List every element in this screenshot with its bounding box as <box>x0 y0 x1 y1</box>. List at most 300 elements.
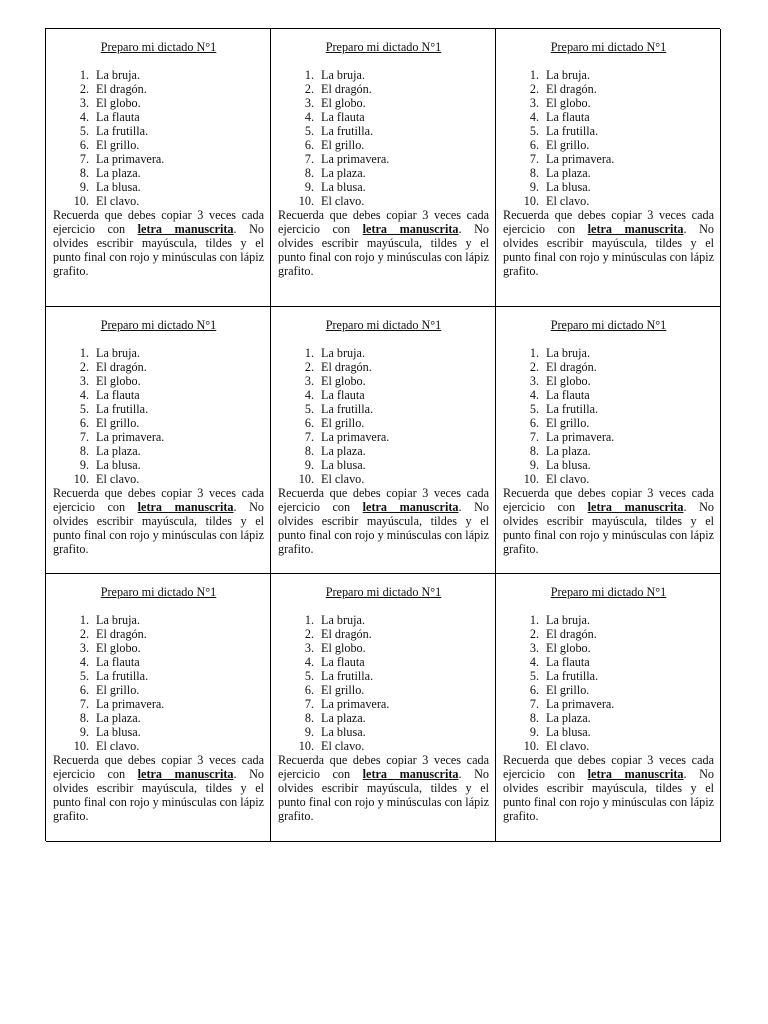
dictation-card <box>271 574 496 842</box>
instruction-note <box>278 208 489 278</box>
list-item <box>53 96 264 110</box>
item-number: 2. <box>79 82 89 96</box>
list-item <box>53 166 264 180</box>
instruction-text-start: Recuerda que debes copiar 3 veces cada ejercicio con <box>53 486 264 514</box>
item-number: 8. <box>79 444 89 458</box>
item-number: 1. <box>304 68 314 82</box>
list-item <box>53 472 264 486</box>
item-word: La blusa. <box>546 725 591 739</box>
instruction-emphasis: letra manuscrita <box>587 222 684 236</box>
instruction-note <box>503 753 714 823</box>
list-item <box>503 430 714 444</box>
card-title: Preparo mi dictado N°1 <box>325 40 442 54</box>
list-item <box>278 683 489 697</box>
item-word: La flauta <box>321 655 365 669</box>
list-item <box>503 683 714 697</box>
list-item <box>278 138 489 152</box>
instruction-note <box>278 486 489 556</box>
item-word: El clavo. <box>321 739 365 753</box>
item-word: La bruja. <box>546 68 590 82</box>
list-item <box>503 180 714 194</box>
item-number: 10. <box>523 472 539 486</box>
item-word: La bruja. <box>546 613 590 627</box>
item-word: El dragón. <box>546 360 597 374</box>
instruction-text-end: . No olvides escribir mayúscula, tildes y el punto final con rojo y minúsculas con lápiz grafito. <box>53 767 265 823</box>
instruction-text-end: . No olvides escribir mayúscula, tildes y el punto final con rojo y minúsculas con lápiz grafito. <box>278 500 490 556</box>
item-word: El grillo. <box>96 416 140 430</box>
list-item <box>278 68 489 82</box>
item-number: 9. <box>529 725 539 739</box>
item-word: El globo. <box>96 641 141 655</box>
item-word: El clavo. <box>546 194 590 208</box>
item-word: El dragón. <box>546 627 597 641</box>
item-word: La blusa. <box>96 458 141 472</box>
item-word: La frutilla. <box>96 402 149 416</box>
list-item <box>278 166 489 180</box>
list-item <box>503 402 714 416</box>
item-number: 1. <box>529 68 539 82</box>
list-item <box>53 374 264 388</box>
item-word: La flauta <box>321 110 365 124</box>
instruction-text-end: . No olvides escribir mayúscula, tildes y el punto final con rojo y minúsculas con lápiz grafito. <box>503 767 715 823</box>
item-word: La blusa. <box>546 180 591 194</box>
list-item <box>278 374 489 388</box>
item-word: El clavo. <box>546 472 590 486</box>
list-item <box>53 627 264 641</box>
item-number: 10. <box>298 194 314 208</box>
instruction-text-end: . No olvides escribir mayúscula, tildes y el punto final con rojo y minúsculas con lápiz grafito. <box>503 500 715 556</box>
card-title: Preparo mi dictado N°1 <box>550 585 667 599</box>
item-number: 5. <box>529 124 539 138</box>
list-item <box>278 641 489 655</box>
instruction-emphasis: letra manuscrita <box>137 500 234 514</box>
item-number: 7. <box>529 697 539 711</box>
list-item <box>53 669 264 683</box>
item-word: El dragón. <box>321 82 372 96</box>
list-item <box>278 360 489 374</box>
instruction-text-start: Recuerda que debes copiar 3 veces cada ejercicio con <box>503 208 714 236</box>
card-title: Preparo mi dictado N°1 <box>550 318 667 332</box>
item-word: El dragón. <box>96 627 147 641</box>
item-number: 6. <box>529 138 539 152</box>
instruction-note <box>503 208 714 278</box>
dictation-card <box>46 307 271 574</box>
instruction-text-end: . No olvides escribir mayúscula, tildes y el punto final con rojo y minúsculas con lápiz grafito. <box>503 222 715 278</box>
list-item <box>278 152 489 166</box>
card-title: Preparo mi dictado N°1 <box>325 318 442 332</box>
list-item <box>278 739 489 753</box>
list-item <box>278 430 489 444</box>
item-word: El globo. <box>546 374 591 388</box>
item-number: 7. <box>529 430 539 444</box>
item-word: El globo. <box>321 641 366 655</box>
item-word: La primavera. <box>546 697 615 711</box>
list-item <box>503 194 714 208</box>
item-number: 6. <box>79 683 89 697</box>
list-item <box>503 166 714 180</box>
list-item <box>503 82 714 96</box>
item-number: 4. <box>529 655 539 669</box>
item-word: El grillo. <box>546 683 590 697</box>
item-number: 8. <box>79 711 89 725</box>
item-number: 5. <box>529 669 539 683</box>
instruction-note <box>53 208 264 278</box>
item-word: El globo. <box>546 96 591 110</box>
list-item <box>503 711 714 725</box>
item-word: El dragón. <box>546 82 597 96</box>
list-item <box>53 388 264 402</box>
item-number: 6. <box>304 416 314 430</box>
dictation-sheet-grid <box>45 28 720 841</box>
dictation-card <box>271 29 496 307</box>
item-number: 10. <box>523 194 539 208</box>
item-number: 9. <box>529 458 539 472</box>
list-item <box>53 124 264 138</box>
instruction-text-start: Recuerda que debes copiar 3 veces cada ejercicio con <box>503 753 714 781</box>
item-word: El grillo. <box>546 416 590 430</box>
item-number: 7. <box>79 152 89 166</box>
list-item <box>503 697 714 711</box>
card-title: Preparo mi dictado N°1 <box>100 40 217 54</box>
item-word: El globo. <box>546 641 591 655</box>
item-number: 1. <box>79 613 89 627</box>
list-item <box>503 68 714 82</box>
item-word: La plaza. <box>96 444 141 458</box>
list-item <box>278 458 489 472</box>
item-word: La bruja. <box>546 346 590 360</box>
item-number: 9. <box>304 458 314 472</box>
item-word: El clavo. <box>321 194 365 208</box>
item-number: 10. <box>73 739 89 753</box>
item-word: El globo. <box>96 374 141 388</box>
item-number: 5. <box>304 402 314 416</box>
item-word: La primavera. <box>96 697 165 711</box>
instruction-emphasis: letra manuscrita <box>137 222 234 236</box>
word-list <box>53 346 264 486</box>
item-number: 6. <box>529 416 539 430</box>
instruction-text-end: . No olvides escribir mayúscula, tildes y el punto final con rojo y minúsculas con lápiz grafito. <box>53 222 265 278</box>
item-number: 5. <box>529 402 539 416</box>
item-word: La blusa. <box>321 725 366 739</box>
item-word: El grillo. <box>321 416 365 430</box>
item-word: La plaza. <box>546 166 591 180</box>
list-item <box>503 346 714 360</box>
item-number: 7. <box>304 152 314 166</box>
instruction-emphasis: letra manuscrita <box>137 767 234 781</box>
instruction-text-start: Recuerda que debes copiar 3 veces cada ejercicio con <box>53 753 264 781</box>
item-number: 6. <box>304 138 314 152</box>
list-item <box>53 430 264 444</box>
list-item <box>503 655 714 669</box>
list-item <box>503 374 714 388</box>
item-number: 3. <box>79 374 89 388</box>
item-word: El dragón. <box>321 627 372 641</box>
item-word: El clavo. <box>546 739 590 753</box>
item-number: 3. <box>529 641 539 655</box>
item-number: 8. <box>304 444 314 458</box>
list-item <box>503 416 714 430</box>
item-word: El clavo. <box>96 472 140 486</box>
item-word: El dragón. <box>96 82 147 96</box>
item-number: 4. <box>79 110 89 124</box>
item-word: La flauta <box>96 655 140 669</box>
list-item <box>53 444 264 458</box>
item-number: 4. <box>529 110 539 124</box>
list-item <box>53 110 264 124</box>
item-word: La bruja. <box>321 346 365 360</box>
item-word: El globo. <box>321 96 366 110</box>
instruction-emphasis: letra manuscrita <box>587 500 684 514</box>
item-number: 3. <box>529 96 539 110</box>
list-item <box>53 152 264 166</box>
item-word: La frutilla. <box>546 402 599 416</box>
item-word: La primavera. <box>321 152 390 166</box>
item-word: La primavera. <box>96 152 165 166</box>
item-word: La flauta <box>321 388 365 402</box>
card-title: Preparo mi dictado N°1 <box>100 318 217 332</box>
item-word: La bruja. <box>96 613 140 627</box>
item-word: La frutilla. <box>321 669 374 683</box>
list-item <box>53 697 264 711</box>
item-word: La bruja. <box>96 68 140 82</box>
item-word: La frutilla. <box>96 669 149 683</box>
list-item <box>278 346 489 360</box>
item-word: La flauta <box>96 388 140 402</box>
item-word: La frutilla. <box>321 124 374 138</box>
item-number: 4. <box>304 655 314 669</box>
item-number: 3. <box>79 641 89 655</box>
item-word: La plaza. <box>321 711 366 725</box>
item-number: 9. <box>79 180 89 194</box>
word-list <box>53 613 264 753</box>
item-word: El dragón. <box>321 360 372 374</box>
list-item <box>53 683 264 697</box>
dictation-card <box>46 574 271 842</box>
item-number: 4. <box>79 655 89 669</box>
list-item <box>503 444 714 458</box>
list-item <box>503 96 714 110</box>
list-item <box>503 388 714 402</box>
item-word: La frutilla. <box>96 124 149 138</box>
item-number: 10. <box>73 194 89 208</box>
item-word: La bruja. <box>321 613 365 627</box>
card-title: Preparo mi dictado N°1 <box>550 40 667 54</box>
list-item <box>278 416 489 430</box>
item-word: La plaza. <box>96 711 141 725</box>
list-item <box>278 96 489 110</box>
item-number: 8. <box>304 711 314 725</box>
list-item <box>53 458 264 472</box>
instruction-text-end: . No olvides escribir mayúscula, tildes y el punto final con rojo y minúsculas con lápiz grafito. <box>278 767 490 823</box>
instruction-note <box>53 486 264 556</box>
item-word: La plaza. <box>96 166 141 180</box>
item-number: 4. <box>304 110 314 124</box>
word-list <box>503 613 714 753</box>
item-number: 1. <box>529 613 539 627</box>
item-word: El grillo. <box>321 683 365 697</box>
item-number: 3. <box>79 96 89 110</box>
item-number: 7. <box>304 430 314 444</box>
item-number: 4. <box>529 388 539 402</box>
list-item <box>278 82 489 96</box>
list-item <box>278 725 489 739</box>
item-number: 5. <box>304 124 314 138</box>
dictation-card <box>496 29 721 307</box>
item-word: La blusa. <box>96 725 141 739</box>
dictation-card <box>496 307 721 574</box>
item-number: 1. <box>304 613 314 627</box>
item-number: 2. <box>529 82 539 96</box>
item-word: La blusa. <box>96 180 141 194</box>
item-number: 6. <box>529 683 539 697</box>
item-number: 2. <box>304 627 314 641</box>
list-item <box>53 641 264 655</box>
item-number: 5. <box>79 402 89 416</box>
item-word: La frutilla. <box>546 124 599 138</box>
instruction-text-start: Recuerda que debes copiar 3 veces cada ejercicio con <box>503 486 714 514</box>
item-word: La frutilla. <box>321 402 374 416</box>
instruction-emphasis: letra manuscrita <box>362 500 459 514</box>
item-number: 3. <box>304 641 314 655</box>
item-number: 10. <box>523 739 539 753</box>
item-number: 6. <box>79 416 89 430</box>
list-item <box>53 138 264 152</box>
instruction-text-end: . No olvides escribir mayúscula, tildes y el punto final con rojo y minúsculas con lápiz grafito. <box>53 500 265 556</box>
list-item <box>278 388 489 402</box>
item-number: 8. <box>79 166 89 180</box>
list-item <box>53 194 264 208</box>
list-item <box>278 669 489 683</box>
item-number: 3. <box>304 96 314 110</box>
item-word: La blusa. <box>321 180 366 194</box>
list-item <box>503 641 714 655</box>
item-number: 5. <box>79 124 89 138</box>
list-item <box>503 627 714 641</box>
item-word: El grillo. <box>321 138 365 152</box>
list-item <box>278 613 489 627</box>
item-word: La flauta <box>96 110 140 124</box>
item-word: El clavo. <box>321 472 365 486</box>
word-list <box>278 68 489 208</box>
item-number: 7. <box>79 697 89 711</box>
list-item <box>503 124 714 138</box>
item-number: 3. <box>529 374 539 388</box>
item-word: El globo. <box>321 374 366 388</box>
item-number: 9. <box>304 725 314 739</box>
list-item <box>53 402 264 416</box>
instruction-text-end: . No olvides escribir mayúscula, tildes y el punto final con rojo y minúsculas con lápiz grafito. <box>278 222 490 278</box>
item-word: La plaza. <box>321 166 366 180</box>
list-item <box>503 138 714 152</box>
item-number: 1. <box>79 68 89 82</box>
item-number: 7. <box>304 697 314 711</box>
item-word: La primavera. <box>546 430 615 444</box>
item-word: La frutilla. <box>546 669 599 683</box>
dictation-card <box>496 574 721 842</box>
item-word: La primavera. <box>546 152 615 166</box>
item-number: 9. <box>304 180 314 194</box>
list-item <box>53 180 264 194</box>
list-item <box>278 711 489 725</box>
list-item <box>503 110 714 124</box>
item-word: El grillo. <box>96 138 140 152</box>
list-item <box>53 82 264 96</box>
item-number: 2. <box>304 360 314 374</box>
instruction-note <box>278 753 489 823</box>
item-word: El grillo. <box>546 138 590 152</box>
word-list <box>53 68 264 208</box>
item-number: 4. <box>79 388 89 402</box>
item-word: La bruja. <box>96 346 140 360</box>
list-item <box>53 725 264 739</box>
item-number: 1. <box>304 346 314 360</box>
item-word: La primavera. <box>321 430 390 444</box>
list-item <box>278 655 489 669</box>
item-number: 9. <box>79 725 89 739</box>
item-word: La plaza. <box>546 444 591 458</box>
list-item <box>278 697 489 711</box>
word-list <box>278 346 489 486</box>
item-word: La bruja. <box>321 68 365 82</box>
list-item <box>503 739 714 753</box>
instruction-text-start: Recuerda que debes copiar 3 veces cada ejercicio con <box>278 486 489 514</box>
list-item <box>278 472 489 486</box>
list-item <box>278 627 489 641</box>
item-number: 5. <box>304 669 314 683</box>
instruction-text-start: Recuerda que debes copiar 3 veces cada ejercicio con <box>53 208 264 236</box>
item-word: El grillo. <box>96 683 140 697</box>
card-title: Preparo mi dictado N°1 <box>100 585 217 599</box>
list-item <box>53 655 264 669</box>
item-word: La plaza. <box>321 444 366 458</box>
list-item <box>278 180 489 194</box>
item-number: 8. <box>529 166 539 180</box>
item-number: 2. <box>79 627 89 641</box>
word-list <box>278 613 489 753</box>
item-number: 8. <box>529 444 539 458</box>
list-item <box>53 613 264 627</box>
list-item <box>503 613 714 627</box>
list-item <box>503 458 714 472</box>
item-word: La primavera. <box>96 430 165 444</box>
item-number: 2. <box>529 360 539 374</box>
item-number: 3. <box>304 374 314 388</box>
item-number: 6. <box>304 683 314 697</box>
item-number: 4. <box>304 388 314 402</box>
list-item <box>503 472 714 486</box>
item-number: 7. <box>79 430 89 444</box>
item-number: 10. <box>73 472 89 486</box>
item-number: 1. <box>79 346 89 360</box>
instruction-emphasis: letra manuscrita <box>362 222 459 236</box>
word-list <box>503 68 714 208</box>
dictation-card <box>271 307 496 574</box>
item-number: 9. <box>529 180 539 194</box>
word-list <box>503 346 714 486</box>
item-word: La blusa. <box>546 458 591 472</box>
list-item <box>53 416 264 430</box>
item-word: El clavo. <box>96 194 140 208</box>
item-word: La flauta <box>546 388 590 402</box>
instruction-emphasis: letra manuscrita <box>587 767 684 781</box>
instruction-note <box>53 753 264 823</box>
list-item <box>278 444 489 458</box>
item-word: La plaza. <box>546 711 591 725</box>
item-number: 8. <box>529 711 539 725</box>
list-item <box>278 402 489 416</box>
item-number: 10. <box>298 472 314 486</box>
list-item <box>53 68 264 82</box>
